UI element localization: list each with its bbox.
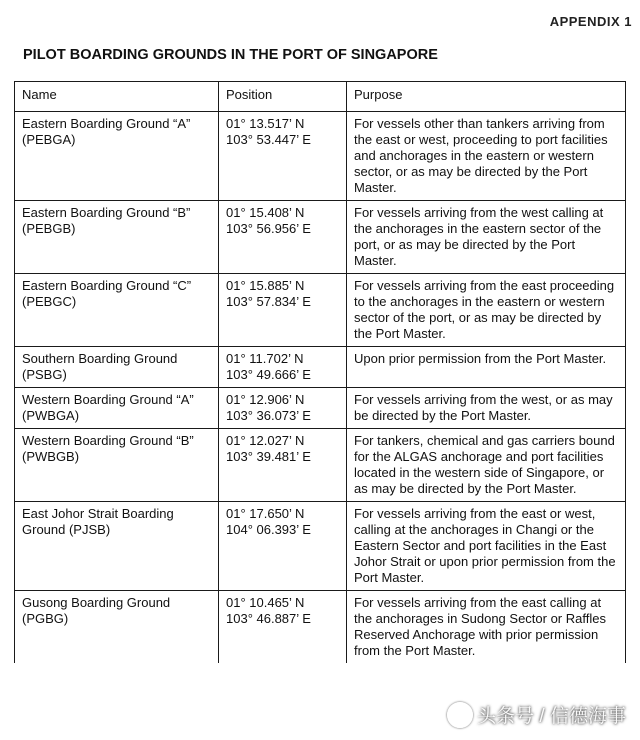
cell-purpose: For vessels arriving from the west calling at the anchorages in the eastern sector of the port, or as may be directed by the Port Master. bbox=[347, 201, 626, 274]
cell-position bbox=[219, 591, 347, 664]
table-row bbox=[15, 201, 626, 274]
longitude-value: 103° 36.073’ E bbox=[226, 408, 311, 423]
longitude-value: 103° 57.834’ E bbox=[226, 294, 311, 309]
cell-name: East Johor Strait Boarding Ground (PJSB) bbox=[15, 502, 219, 591]
boarding-grounds-table bbox=[14, 81, 626, 663]
cell-name: Eastern Boarding Ground “B” (PEBGB) bbox=[15, 201, 219, 274]
longitude-value: 103° 49.666’ E bbox=[226, 367, 311, 382]
latitude-value: 01° 13.517’ N bbox=[226, 116, 305, 131]
table-header-row bbox=[15, 82, 626, 112]
cell-position bbox=[219, 388, 347, 429]
column-header-purpose: Purpose bbox=[347, 82, 626, 112]
latitude-value: 01° 10.465’ N bbox=[226, 595, 305, 610]
table-row bbox=[15, 347, 626, 388]
latitude-value: 01° 15.885’ N bbox=[226, 278, 305, 293]
table-row bbox=[15, 502, 626, 591]
cell-position bbox=[219, 201, 347, 274]
cell-name: Western Boarding Ground “A” (PWBGA) bbox=[15, 388, 219, 429]
cell-name: Eastern Boarding Ground “C” (PEBGC) bbox=[15, 274, 219, 347]
table-row bbox=[15, 591, 626, 664]
longitude-value: 104° 06.393’ E bbox=[226, 522, 311, 537]
cell-name: Southern Boarding Ground (PSBG) bbox=[15, 347, 219, 388]
cell-position bbox=[219, 112, 347, 201]
cell-name: Western Boarding Ground “B” (PWBGB) bbox=[15, 429, 219, 502]
latitude-value: 01° 12.027’ N bbox=[226, 433, 305, 448]
cell-purpose: For tankers, chemical and gas carriers bound for the ALGAS anchorage and port facilities located in the western side of Singapore, or as may be directed by the Port Master. bbox=[347, 429, 626, 502]
column-header-position: Position bbox=[219, 82, 347, 112]
cell-purpose: For vessels arriving from the west, or as may be directed by the Port Master. bbox=[347, 388, 626, 429]
watermark-text: 头条号 / 信德海事 bbox=[477, 706, 626, 727]
watermark-logo-icon bbox=[447, 702, 473, 728]
document-title: PILOT BOARDING GROUNDS IN THE PORT OF SINGAPORE bbox=[23, 47, 438, 63]
watermark bbox=[447, 701, 626, 728]
longitude-value: 103° 56.956’ E bbox=[226, 221, 311, 236]
cell-purpose: Upon prior permission from the Port Master. bbox=[347, 347, 626, 388]
longitude-value: 103° 39.481’ E bbox=[226, 449, 311, 464]
cell-purpose: For vessels arriving from the east calling at the anchorages in Sudong Sector or Raffles Reserved Anchorage with prior permission from the Port Master. bbox=[347, 591, 626, 664]
longitude-value: 103° 53.447’ E bbox=[226, 132, 311, 147]
latitude-value: 01° 17.650’ N bbox=[226, 506, 305, 521]
latitude-value: 01° 12.906’ N bbox=[226, 392, 305, 407]
cell-position bbox=[219, 347, 347, 388]
table-row bbox=[15, 274, 626, 347]
cell-name: Eastern Boarding Ground “A” (PEBGA) bbox=[15, 112, 219, 201]
cell-position bbox=[219, 274, 347, 347]
cell-position bbox=[219, 502, 347, 591]
cell-purpose: For vessels other than tankers arriving from the east or west, proceeding to port facilities and anchorages in the eastern or western sector, or as may be directed by the Port Master. bbox=[347, 112, 626, 201]
cell-name: Gusong Boarding Ground (PGBG) bbox=[15, 591, 219, 664]
table-row bbox=[15, 112, 626, 201]
cell-position bbox=[219, 429, 347, 502]
latitude-value: 01° 11.702’ N bbox=[226, 351, 304, 366]
longitude-value: 103° 46.887’ E bbox=[226, 611, 311, 626]
column-header-name: Name bbox=[15, 82, 219, 112]
cell-purpose: For vessels arriving from the east or west, calling at the anchorages in Changi or the Eastern Sector and port facilities in the East Johor Strait or upon prior permission from the Port Master. bbox=[347, 502, 626, 591]
appendix-label: APPENDIX 1 bbox=[549, 14, 632, 29]
table-row bbox=[15, 388, 626, 429]
latitude-value: 01° 15.408’ N bbox=[226, 205, 305, 220]
table-row bbox=[15, 429, 626, 502]
cell-purpose: For vessels arriving from the east proceeding to the anchorages in the eastern or western sector of the port, or as may be directed by the Port Master. bbox=[347, 274, 626, 347]
